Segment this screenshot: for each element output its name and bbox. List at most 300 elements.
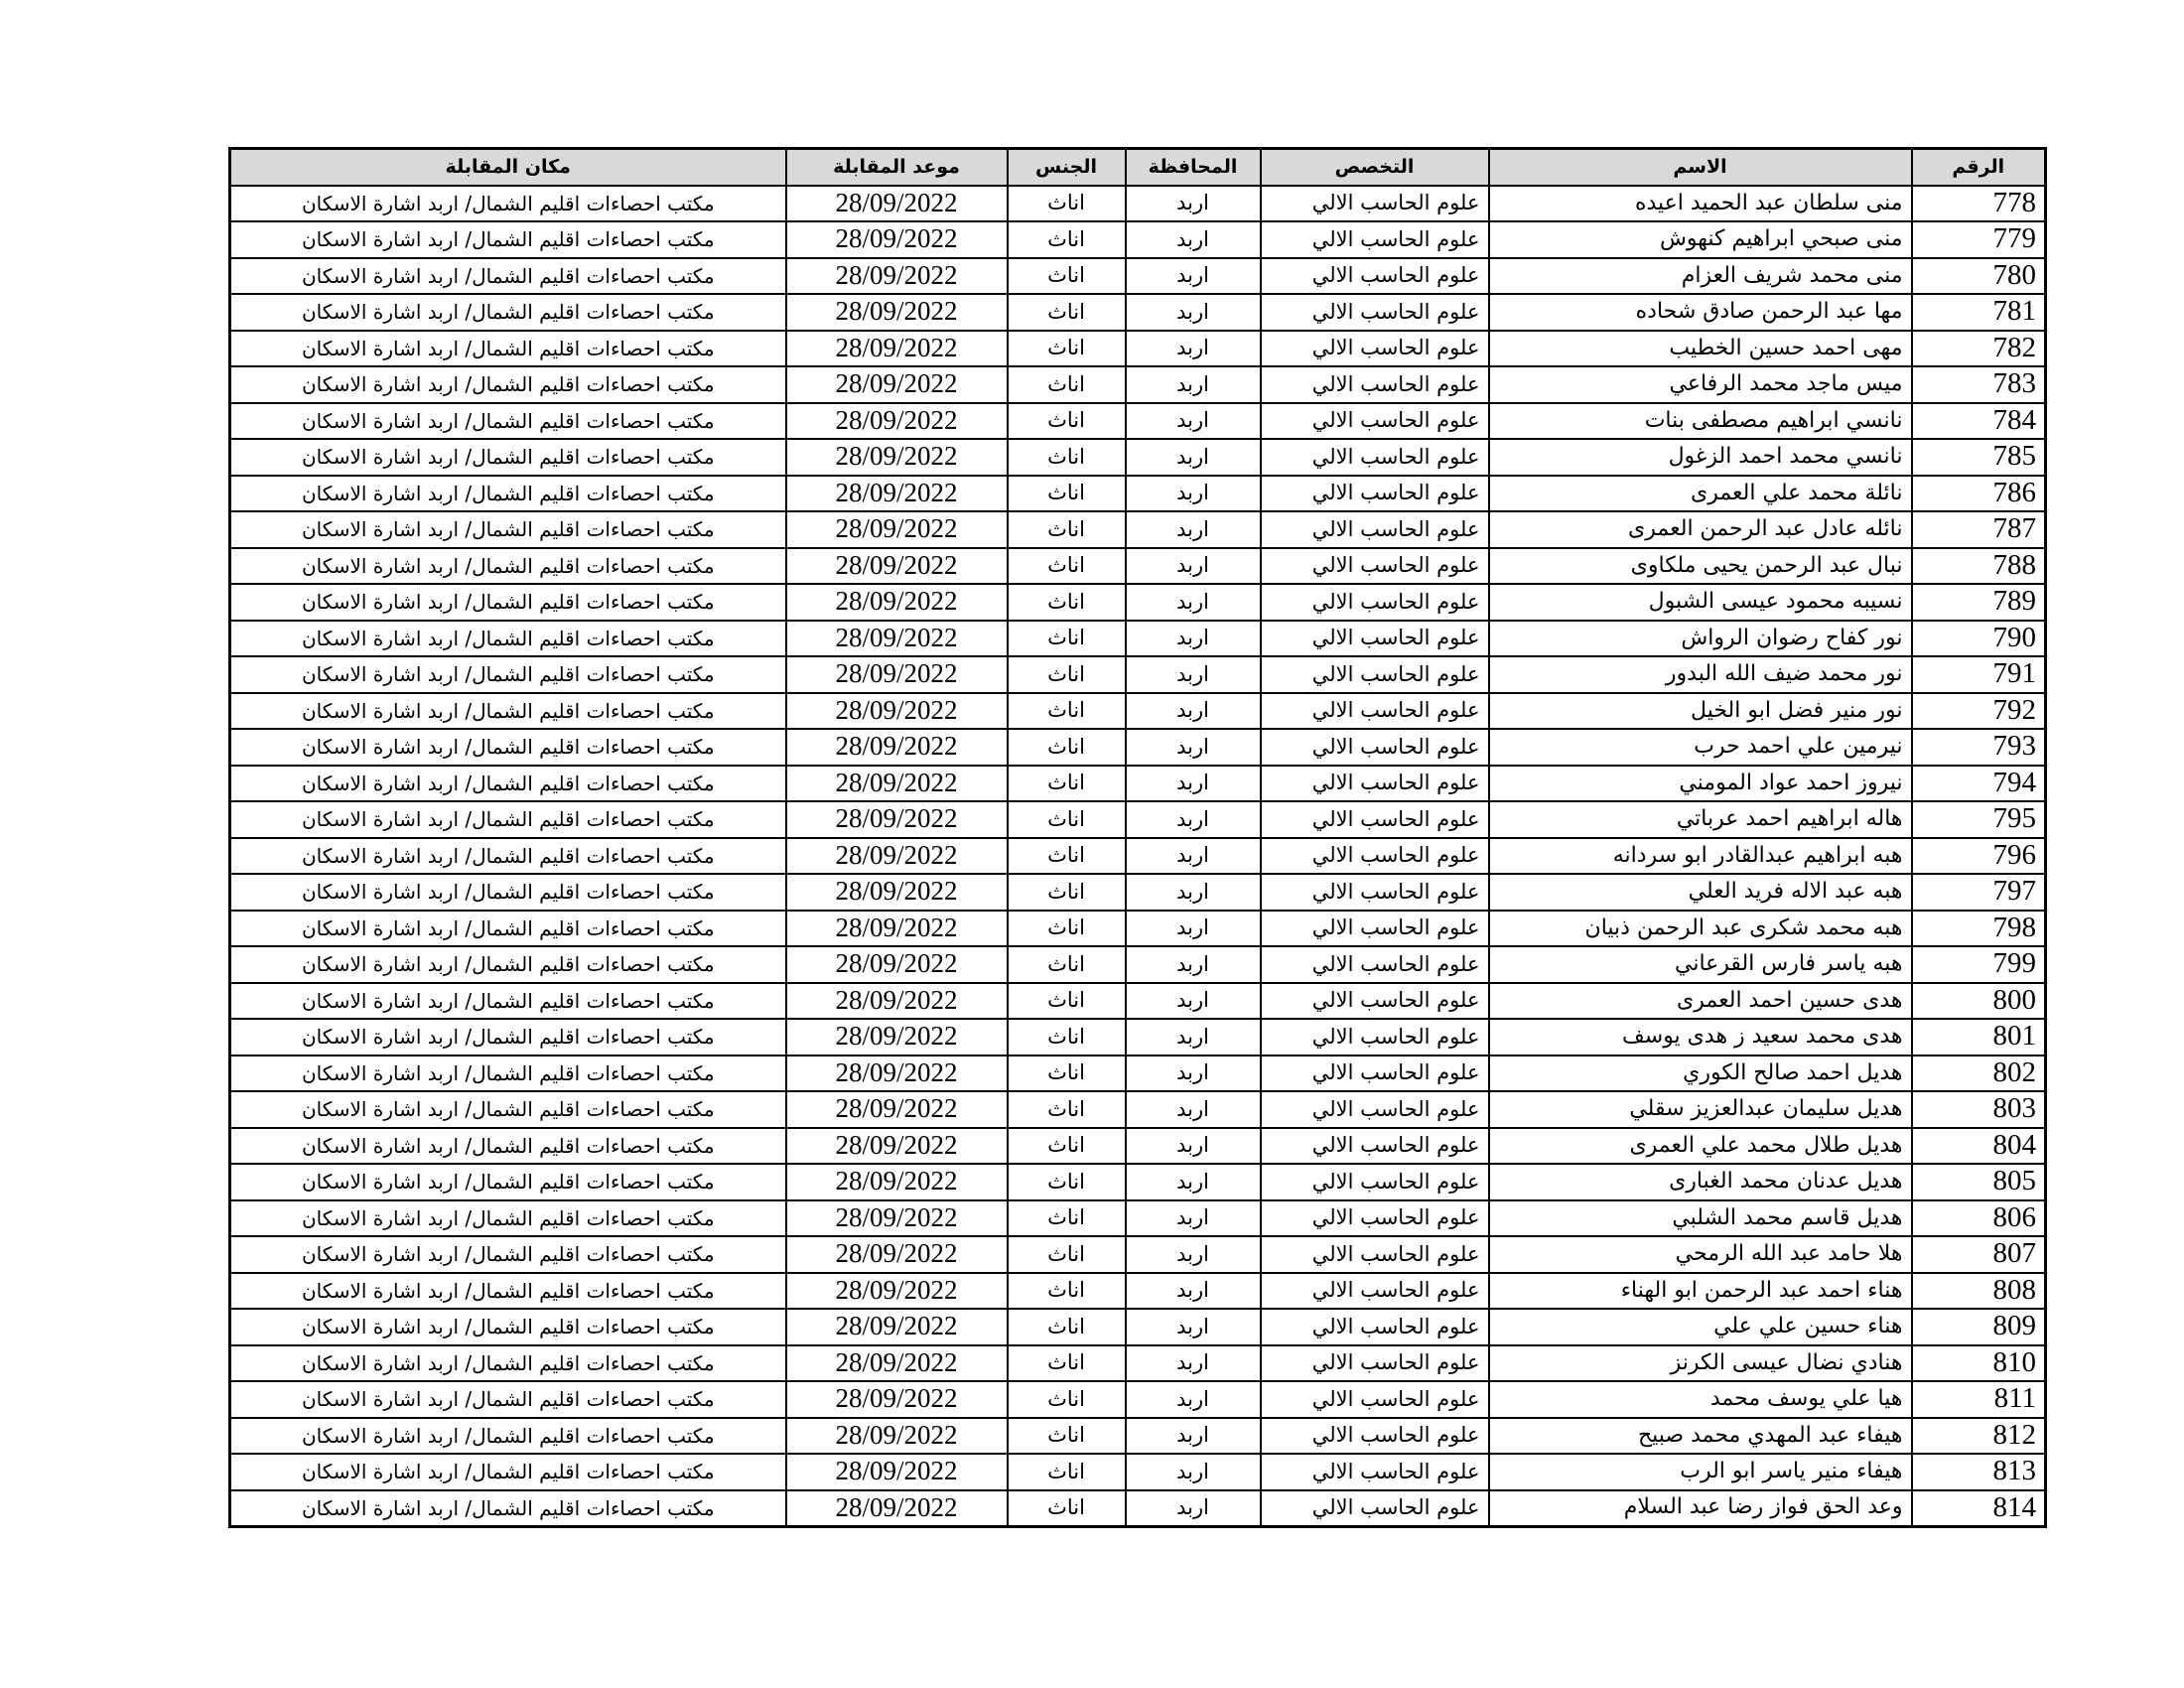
cell-name: هناء حسين علي علي — [1489, 1309, 1912, 1345]
cell-interview-location: مكتب احصاءات اقليم الشمال/ اربد اشارة الاسكان — [230, 186, 786, 222]
cell-interview-location: مكتب احصاءات اقليم الشمال/ اربد اشارة الاسكان — [230, 1164, 786, 1200]
cell-number: 781 — [1912, 294, 2046, 331]
cell-governorate: اربد — [1126, 258, 1261, 295]
col-header-governorate: المحافظة — [1126, 149, 1261, 186]
table-row — [230, 258, 2046, 295]
cell-name: هبه محمد شكرى عبد الرحمن ذبيان — [1489, 911, 1912, 947]
table-row — [230, 874, 2046, 911]
table-row — [230, 656, 2046, 693]
cell-number: 800 — [1912, 983, 2046, 1020]
cell-governorate: اربد — [1126, 766, 1261, 802]
cell-name: نيروز احمد عواد المومني — [1489, 766, 1912, 802]
cell-interview-date: 28/09/2022 — [786, 476, 1008, 512]
cell-specialization: علوم الحاسب الالي — [1261, 511, 1489, 548]
cell-name: هديل احمد صالح الكوري — [1489, 1055, 1912, 1092]
cell-governorate: اربد — [1126, 656, 1261, 693]
cell-interview-location: مكتب احصاءات اقليم الشمال/ اربد اشارة الاسكان — [230, 801, 786, 838]
cell-number: 785 — [1912, 439, 2046, 476]
cell-specialization: علوم الحاسب الالي — [1261, 366, 1489, 403]
cell-gender: اناث — [1008, 1019, 1126, 1055]
table-row — [230, 983, 2046, 1020]
table-row — [230, 1164, 2046, 1200]
cell-specialization: علوم الحاسب الالي — [1261, 621, 1489, 657]
cell-number: 812 — [1912, 1418, 2046, 1455]
cell-number: 788 — [1912, 548, 2046, 585]
cell-governorate: اربد — [1126, 801, 1261, 838]
cell-interview-location: مكتب احصاءات اقليم الشمال/ اربد اشارة الاسكان — [230, 403, 786, 440]
cell-gender: اناث — [1008, 294, 1126, 331]
cell-gender: اناث — [1008, 1091, 1126, 1128]
cell-gender: اناث — [1008, 1164, 1126, 1200]
cell-governorate: اربد — [1126, 186, 1261, 222]
table-row — [230, 801, 2046, 838]
cell-interview-location: مكتب احصاءات اقليم الشمال/ اربد اشارة الاسكان — [230, 621, 786, 657]
cell-specialization: علوم الحاسب الالي — [1261, 221, 1489, 258]
cell-interview-date: 28/09/2022 — [786, 621, 1008, 657]
col-header-interview-date: موعد المقابلة — [786, 149, 1008, 186]
cell-specialization: علوم الحاسب الالي — [1261, 1055, 1489, 1092]
cell-number: 807 — [1912, 1236, 2046, 1273]
cell-interview-date: 28/09/2022 — [786, 1128, 1008, 1165]
cell-gender: اناث — [1008, 621, 1126, 657]
cell-interview-date: 28/09/2022 — [786, 258, 1008, 295]
col-header-name: الاسم — [1489, 149, 1912, 186]
cell-gender: اناث — [1008, 1309, 1126, 1345]
cell-gender: اناث — [1008, 548, 1126, 585]
cell-interview-location: مكتب احصاءات اقليم الشمال/ اربد اشارة الاسكان — [230, 946, 786, 983]
cell-interview-location: مكتب احصاءات اقليم الشمال/ اربد اشارة الاسكان — [230, 1418, 786, 1455]
table-row — [230, 366, 2046, 403]
cell-governorate: اربد — [1126, 1309, 1261, 1345]
cell-interview-date: 28/09/2022 — [786, 221, 1008, 258]
cell-gender: اناث — [1008, 331, 1126, 367]
cell-gender: اناث — [1008, 946, 1126, 983]
cell-interview-date: 28/09/2022 — [786, 1273, 1008, 1310]
table-row — [230, 729, 2046, 766]
cell-number: 789 — [1912, 584, 2046, 621]
cell-governorate: اربد — [1126, 1418, 1261, 1455]
cell-governorate: اربد — [1126, 366, 1261, 403]
cell-governorate: اربد — [1126, 1490, 1261, 1527]
table-row — [230, 1200, 2046, 1237]
table-row — [230, 911, 2046, 947]
cell-number: 780 — [1912, 258, 2046, 295]
cell-governorate: اربد — [1126, 476, 1261, 512]
cell-name: نبال عبد الرحمن يحيى ملكاوى — [1489, 548, 1912, 585]
cell-number: 792 — [1912, 693, 2046, 730]
cell-interview-location: مكتب احصاءات اقليم الشمال/ اربد اشارة الاسكان — [230, 511, 786, 548]
cell-interview-location: مكتب احصاءات اقليم الشمال/ اربد اشارة الاسكان — [230, 874, 786, 911]
cell-number: 806 — [1912, 1200, 2046, 1237]
cell-number: 803 — [1912, 1091, 2046, 1128]
cell-specialization: علوم الحاسب الالي — [1261, 729, 1489, 766]
cell-interview-location: مكتب احصاءات اقليم الشمال/ اربد اشارة الاسكان — [230, 366, 786, 403]
cell-name: نائلة محمد علي العمرى — [1489, 476, 1912, 512]
cell-number: 791 — [1912, 656, 2046, 693]
cell-interview-date: 28/09/2022 — [786, 693, 1008, 730]
cell-interview-date: 28/09/2022 — [786, 1236, 1008, 1273]
cell-interview-date: 28/09/2022 — [786, 946, 1008, 983]
cell-name: هدى حسين احمد العمرى — [1489, 983, 1912, 1020]
cell-interview-date: 28/09/2022 — [786, 331, 1008, 367]
cell-specialization: علوم الحاسب الالي — [1261, 258, 1489, 295]
table-row — [230, 331, 2046, 367]
cell-gender: اناث — [1008, 476, 1126, 512]
cell-interview-date: 28/09/2022 — [786, 801, 1008, 838]
table-row — [230, 221, 2046, 258]
cell-name: نائله عادل عبد الرحمن العمرى — [1489, 511, 1912, 548]
cell-gender: اناث — [1008, 1200, 1126, 1237]
cell-number: 790 — [1912, 621, 2046, 657]
col-header-interview-location: مكان المقابلة — [230, 149, 786, 186]
table-row — [230, 1273, 2046, 1310]
table-row — [230, 1236, 2046, 1273]
cell-number: 779 — [1912, 221, 2046, 258]
table-row — [230, 439, 2046, 476]
table-row — [230, 766, 2046, 802]
cell-interview-location: مكتب احصاءات اقليم الشمال/ اربد اشارة الاسكان — [230, 693, 786, 730]
table-row — [230, 1418, 2046, 1455]
cell-governorate: اربد — [1126, 294, 1261, 331]
cell-number: 810 — [1912, 1345, 2046, 1382]
cell-governorate: اربد — [1126, 439, 1261, 476]
cell-gender: اناث — [1008, 656, 1126, 693]
cell-governorate: اربد — [1126, 693, 1261, 730]
cell-number: 814 — [1912, 1490, 2046, 1527]
cell-name: هناء احمد عبد الرحمن ابو الهناء — [1489, 1273, 1912, 1310]
cell-number: 813 — [1912, 1454, 2046, 1490]
cell-number: 784 — [1912, 403, 2046, 440]
table-row — [230, 1019, 2046, 1055]
cell-name: هديل طلال محمد علي العمرى — [1489, 1128, 1912, 1165]
cell-interview-location: مكتب احصاءات اقليم الشمال/ اربد اشارة الاسكان — [230, 1055, 786, 1092]
cell-interview-date: 28/09/2022 — [786, 1019, 1008, 1055]
cell-interview-location: مكتب احصاءات اقليم الشمال/ اربد اشارة الاسكان — [230, 1345, 786, 1382]
cell-interview-location: مكتب احصاءات اقليم الشمال/ اربد اشارة الاسكان — [230, 1091, 786, 1128]
cell-name: نور كفاح رضوان الرواش — [1489, 621, 1912, 657]
cell-interview-date: 28/09/2022 — [786, 656, 1008, 693]
cell-gender: اناث — [1008, 801, 1126, 838]
cell-governorate: اربد — [1126, 946, 1261, 983]
cell-name: منى سلطان عبد الحميد اعيده — [1489, 186, 1912, 222]
cell-number: 808 — [1912, 1273, 2046, 1310]
table-row — [230, 1055, 2046, 1092]
cell-interview-date: 28/09/2022 — [786, 729, 1008, 766]
cell-gender: اناث — [1008, 1418, 1126, 1455]
cell-interview-date: 28/09/2022 — [786, 1345, 1008, 1382]
cell-governorate: اربد — [1126, 1273, 1261, 1310]
cell-name: نور منير فضل ابو الخيل — [1489, 693, 1912, 730]
cell-name: هلا حامد عبد الله الرمحي — [1489, 1236, 1912, 1273]
cell-interview-location: مكتب احصاءات اقليم الشمال/ اربد اشارة الاسكان — [230, 1200, 786, 1237]
cell-interview-location: مكتب احصاءات اقليم الشمال/ اربد اشارة الاسكان — [230, 548, 786, 585]
cell-gender: اناث — [1008, 1236, 1126, 1273]
cell-gender: اناث — [1008, 511, 1126, 548]
cell-interview-date: 28/09/2022 — [786, 1418, 1008, 1455]
cell-governorate: اربد — [1126, 1055, 1261, 1092]
cell-name: وعد الحق فواز رضا عبد السلام — [1489, 1490, 1912, 1527]
cell-interview-date: 28/09/2022 — [786, 983, 1008, 1020]
table-row — [230, 476, 2046, 512]
cell-name: نانسي ابراهيم مصطفى بنات — [1489, 403, 1912, 440]
cell-interview-date: 28/09/2022 — [786, 838, 1008, 875]
cell-number: 786 — [1912, 476, 2046, 512]
cell-interview-location: مكتب احصاءات اقليم الشمال/ اربد اشارة الاسكان — [230, 1490, 786, 1527]
cell-gender: اناث — [1008, 403, 1126, 440]
cell-gender: اناث — [1008, 186, 1126, 222]
table-row — [230, 621, 2046, 657]
cell-interview-date: 28/09/2022 — [786, 403, 1008, 440]
cell-governorate: اربد — [1126, 1236, 1261, 1273]
cell-number: 796 — [1912, 838, 2046, 875]
cell-name: هبه ابراهيم عبدالقادر ابو سردانه — [1489, 838, 1912, 875]
cell-governorate: اربد — [1126, 1164, 1261, 1200]
cell-specialization: علوم الحاسب الالي — [1261, 656, 1489, 693]
cell-specialization: علوم الحاسب الالي — [1261, 911, 1489, 947]
cell-interview-location: مكتب احصاءات اقليم الشمال/ اربد اشارة الاسكان — [230, 1309, 786, 1345]
cell-interview-location: مكتب احصاءات اقليم الشمال/ اربد اشارة الاسكان — [230, 1273, 786, 1310]
cell-governorate: اربد — [1126, 1091, 1261, 1128]
table-row — [230, 403, 2046, 440]
cell-interview-date: 28/09/2022 — [786, 548, 1008, 585]
cell-gender: اناث — [1008, 221, 1126, 258]
cell-interview-location: مكتب احصاءات اقليم الشمال/ اربد اشارة الاسكان — [230, 911, 786, 947]
cell-governorate: اربد — [1126, 584, 1261, 621]
cell-interview-date: 28/09/2022 — [786, 874, 1008, 911]
cell-interview-date: 28/09/2022 — [786, 1381, 1008, 1418]
cell-specialization: علوم الحاسب الالي — [1261, 766, 1489, 802]
cell-gender: اناث — [1008, 1454, 1126, 1490]
cell-name: ميس ماجد محمد الرفاعي — [1489, 366, 1912, 403]
cell-gender: اناث — [1008, 439, 1126, 476]
cell-interview-location: مكتب احصاءات اقليم الشمال/ اربد اشارة الاسكان — [230, 1128, 786, 1165]
cell-governorate: اربد — [1126, 331, 1261, 367]
cell-interview-date: 28/09/2022 — [786, 439, 1008, 476]
cell-interview-location: مكتب احصاءات اقليم الشمال/ اربد اشارة الاسكان — [230, 221, 786, 258]
cell-specialization: علوم الحاسب الالي — [1261, 983, 1489, 1020]
cell-interview-date: 28/09/2022 — [786, 1055, 1008, 1092]
cell-name: هيفاء عبد المهدي محمد صبيح — [1489, 1418, 1912, 1455]
applicants-table-container — [228, 147, 2044, 1528]
cell-interview-date: 28/09/2022 — [786, 1200, 1008, 1237]
cell-gender: اناث — [1008, 911, 1126, 947]
cell-interview-location: مكتب احصاءات اقليم الشمال/ اربد اشارة الاسكان — [230, 1019, 786, 1055]
cell-specialization: علوم الحاسب الالي — [1261, 874, 1489, 911]
cell-specialization: علوم الحاسب الالي — [1261, 1164, 1489, 1200]
cell-governorate: اربد — [1126, 911, 1261, 947]
cell-governorate: اربد — [1126, 1128, 1261, 1165]
cell-number: 793 — [1912, 729, 2046, 766]
cell-governorate: اربد — [1126, 1345, 1261, 1382]
table-row — [230, 1454, 2046, 1490]
table-row — [230, 186, 2046, 222]
cell-specialization: علوم الحاسب الالي — [1261, 548, 1489, 585]
table-row — [230, 1091, 2046, 1128]
table-row — [230, 294, 2046, 331]
cell-name: هديل عدنان محمد الغبارى — [1489, 1164, 1912, 1200]
cell-governorate: اربد — [1126, 511, 1261, 548]
cell-governorate: اربد — [1126, 1454, 1261, 1490]
cell-name: هبه عبد الاله فريد العلي — [1489, 874, 1912, 911]
cell-gender: اناث — [1008, 1128, 1126, 1165]
cell-gender: اناث — [1008, 1345, 1126, 1382]
cell-name: هيفاء منير ياسر ابو الرب — [1489, 1454, 1912, 1490]
cell-specialization: علوم الحاسب الالي — [1261, 1091, 1489, 1128]
cell-specialization: علوم الحاسب الالي — [1261, 1019, 1489, 1055]
cell-number: 782 — [1912, 331, 2046, 367]
cell-governorate: اربد — [1126, 621, 1261, 657]
cell-interview-location: مكتب احصاءات اقليم الشمال/ اربد اشارة الاسكان — [230, 584, 786, 621]
cell-name: نسيبه محمود عيسى الشبول — [1489, 584, 1912, 621]
cell-specialization: علوم الحاسب الالي — [1261, 1418, 1489, 1455]
cell-name: هديل سليمان عبدالعزيز سقلي — [1489, 1091, 1912, 1128]
table-row — [230, 1309, 2046, 1345]
table-body — [230, 186, 2046, 1527]
cell-name: هاله ابراهيم احمد عرباتي — [1489, 801, 1912, 838]
table-row — [230, 584, 2046, 621]
cell-number: 798 — [1912, 911, 2046, 947]
cell-name: هبه ياسر فارس القرعاني — [1489, 946, 1912, 983]
cell-governorate: اربد — [1126, 548, 1261, 585]
applicants-table — [228, 147, 2047, 1528]
table-row — [230, 548, 2046, 585]
cell-interview-location: مكتب احصاءات اقليم الشمال/ اربد اشارة الاسكان — [230, 983, 786, 1020]
cell-number: 811 — [1912, 1381, 2046, 1418]
cell-interview-date: 28/09/2022 — [786, 766, 1008, 802]
cell-gender: اناث — [1008, 584, 1126, 621]
cell-number: 778 — [1912, 186, 2046, 222]
cell-interview-date: 28/09/2022 — [786, 1490, 1008, 1527]
cell-name: نانسي محمد احمد الزغول — [1489, 439, 1912, 476]
cell-interview-location: مكتب احصاءات اقليم الشمال/ اربد اشارة الاسكان — [230, 729, 786, 766]
cell-name: هنادي نضال عيسى الكرنز — [1489, 1345, 1912, 1382]
table-row — [230, 838, 2046, 875]
cell-specialization: علوم الحاسب الالي — [1261, 1345, 1489, 1382]
col-header-gender: الجنس — [1008, 149, 1126, 186]
cell-gender: اناث — [1008, 693, 1126, 730]
cell-interview-location: مكتب احصاءات اقليم الشمال/ اربد اشارة الاسكان — [230, 294, 786, 331]
cell-number: 794 — [1912, 766, 2046, 802]
cell-gender: اناث — [1008, 1055, 1126, 1092]
cell-name: منى صبحي ابراهيم كنهوش — [1489, 221, 1912, 258]
cell-governorate: اربد — [1126, 838, 1261, 875]
cell-interview-location: مكتب احصاءات اقليم الشمال/ اربد اشارة الاسكان — [230, 1454, 786, 1490]
cell-interview-date: 28/09/2022 — [786, 511, 1008, 548]
cell-specialization: علوم الحاسب الالي — [1261, 1200, 1489, 1237]
cell-number: 802 — [1912, 1055, 2046, 1092]
cell-specialization: علوم الحاسب الالي — [1261, 946, 1489, 983]
cell-number: 809 — [1912, 1309, 2046, 1345]
cell-specialization: علوم الحاسب الالي — [1261, 1273, 1489, 1310]
cell-interview-location: مكتب احصاءات اقليم الشمال/ اربد اشارة الاسكان — [230, 439, 786, 476]
cell-number: 797 — [1912, 874, 2046, 911]
cell-number: 801 — [1912, 1019, 2046, 1055]
cell-interview-date: 28/09/2022 — [786, 366, 1008, 403]
cell-gender: اناث — [1008, 983, 1126, 1020]
table-row — [230, 1490, 2046, 1527]
cell-number: 805 — [1912, 1164, 2046, 1200]
cell-name: نور محمد ضيف الله البدور — [1489, 656, 1912, 693]
table-row — [230, 1128, 2046, 1165]
cell-interview-date: 28/09/2022 — [786, 911, 1008, 947]
cell-number: 799 — [1912, 946, 2046, 983]
cell-gender: اناث — [1008, 366, 1126, 403]
cell-specialization: علوم الحاسب الالي — [1261, 838, 1489, 875]
cell-specialization: علوم الحاسب الالي — [1261, 1454, 1489, 1490]
cell-number: 783 — [1912, 366, 2046, 403]
cell-interview-date: 28/09/2022 — [786, 1164, 1008, 1200]
cell-gender: اناث — [1008, 1381, 1126, 1418]
cell-gender: اناث — [1008, 766, 1126, 802]
cell-interview-location: مكتب احصاءات اقليم الشمال/ اربد اشارة الاسكان — [230, 331, 786, 367]
cell-name: هدى محمد سعيد ز هدى يوسف — [1489, 1019, 1912, 1055]
cell-name: هديل قاسم محمد الشلبي — [1489, 1200, 1912, 1237]
table-row — [230, 1381, 2046, 1418]
col-header-specialization: التخصص — [1261, 149, 1489, 186]
cell-specialization: علوم الحاسب الالي — [1261, 1381, 1489, 1418]
cell-interview-date: 28/09/2022 — [786, 186, 1008, 222]
cell-gender: اناث — [1008, 258, 1126, 295]
cell-interview-date: 28/09/2022 — [786, 584, 1008, 621]
cell-name: مهى احمد حسين الخطيب — [1489, 331, 1912, 367]
cell-governorate: اربد — [1126, 1381, 1261, 1418]
cell-interview-date: 28/09/2022 — [786, 294, 1008, 331]
cell-name: نيرمين علي احمد حرب — [1489, 729, 1912, 766]
cell-governorate: اربد — [1126, 221, 1261, 258]
cell-name: مها عبد الرحمن صادق شحاده — [1489, 294, 1912, 331]
table-row — [230, 946, 2046, 983]
cell-specialization: علوم الحاسب الالي — [1261, 1236, 1489, 1273]
cell-name: هيا علي يوسف محمد — [1489, 1381, 1912, 1418]
cell-number: 787 — [1912, 511, 2046, 548]
cell-gender: اناث — [1008, 729, 1126, 766]
cell-governorate: اربد — [1126, 1019, 1261, 1055]
table-row — [230, 511, 2046, 548]
cell-name: منى محمد شريف العزام — [1489, 258, 1912, 295]
cell-gender: اناث — [1008, 1273, 1126, 1310]
header-row — [230, 149, 2046, 186]
cell-specialization: علوم الحاسب الالي — [1261, 186, 1489, 222]
cell-interview-location: مكتب احصاءات اقليم الشمال/ اربد اشارة الاسكان — [230, 656, 786, 693]
cell-governorate: اربد — [1126, 1200, 1261, 1237]
cell-gender: اناث — [1008, 1490, 1126, 1527]
cell-interview-location: مكتب احصاءات اقليم الشمال/ اربد اشارة الاسكان — [230, 1381, 786, 1418]
cell-specialization: علوم الحاسب الالي — [1261, 801, 1489, 838]
cell-specialization: علوم الحاسب الالي — [1261, 476, 1489, 512]
col-header-number: الرقم — [1912, 149, 2046, 186]
cell-specialization: علوم الحاسب الالي — [1261, 1490, 1489, 1527]
cell-specialization: علوم الحاسب الالي — [1261, 693, 1489, 730]
cell-number: 795 — [1912, 801, 2046, 838]
cell-interview-date: 28/09/2022 — [786, 1091, 1008, 1128]
cell-gender: اناث — [1008, 874, 1126, 911]
cell-specialization: علوم الحاسب الالي — [1261, 331, 1489, 367]
cell-gender: اناث — [1008, 838, 1126, 875]
cell-number: 804 — [1912, 1128, 2046, 1165]
cell-specialization: علوم الحاسب الالي — [1261, 584, 1489, 621]
cell-specialization: علوم الحاسب الالي — [1261, 403, 1489, 440]
cell-interview-location: مكتب احصاءات اقليم الشمال/ اربد اشارة الاسكان — [230, 476, 786, 512]
cell-interview-location: مكتب احصاءات اقليم الشمال/ اربد اشارة الاسكان — [230, 258, 786, 295]
table-row — [230, 693, 2046, 730]
cell-governorate: اربد — [1126, 983, 1261, 1020]
cell-governorate: اربد — [1126, 729, 1261, 766]
cell-interview-date: 28/09/2022 — [786, 1309, 1008, 1345]
table-header — [230, 149, 2046, 186]
cell-specialization: علوم الحاسب الالي — [1261, 294, 1489, 331]
cell-interview-location: مكتب احصاءات اقليم الشمال/ اربد اشارة الاسكان — [230, 838, 786, 875]
cell-governorate: اربد — [1126, 403, 1261, 440]
